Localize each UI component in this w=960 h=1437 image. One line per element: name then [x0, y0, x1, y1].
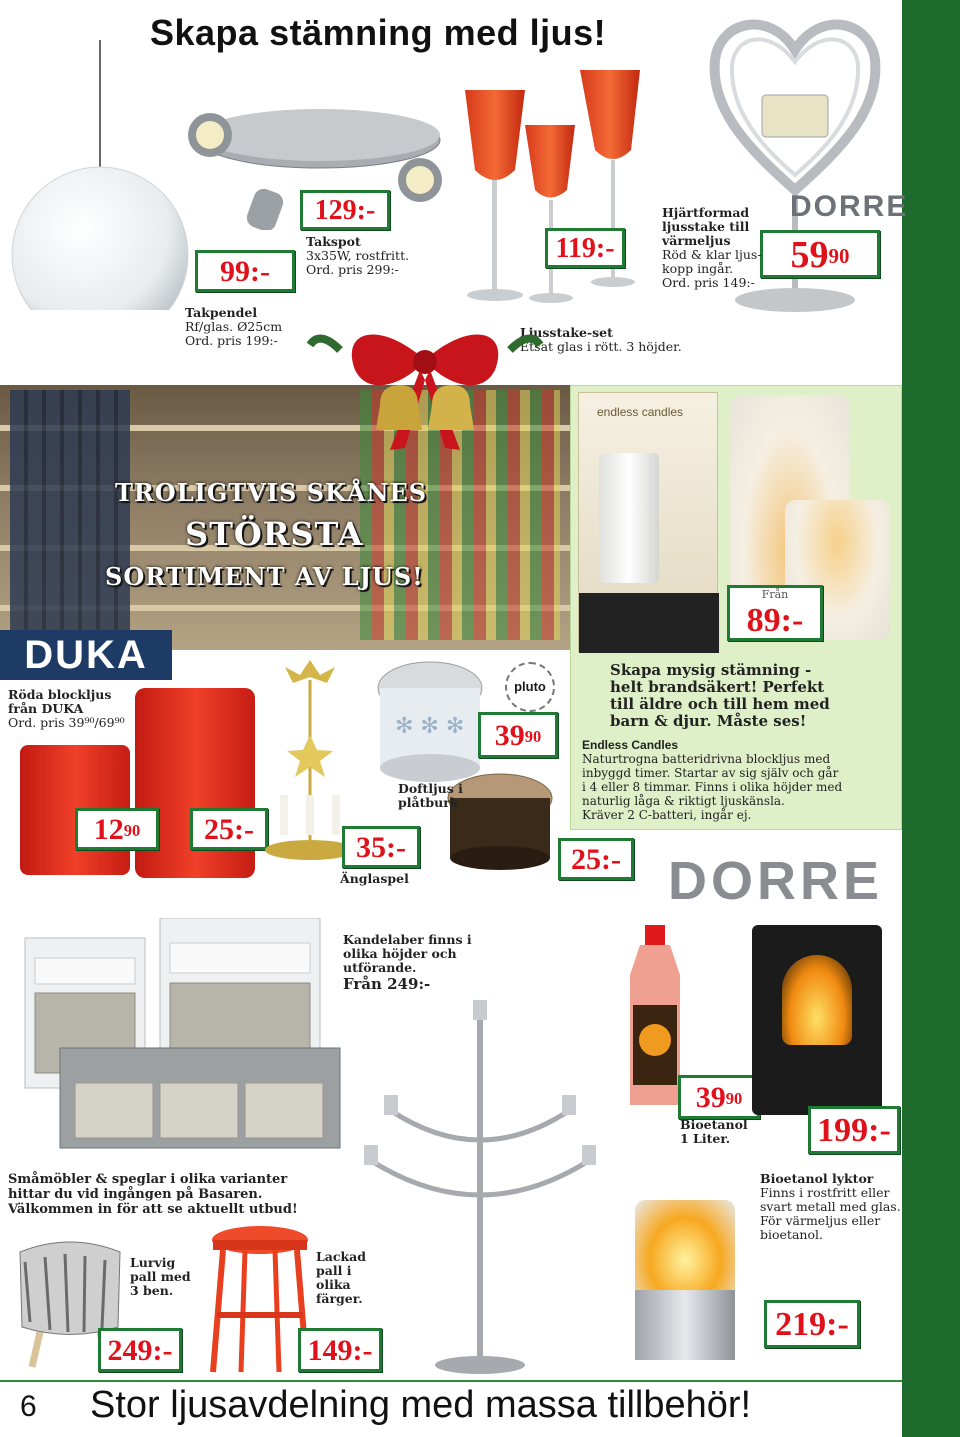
lyktor-text [760, 1172, 901, 1242]
hjartformad-name2: ljusstake till [662, 219, 750, 234]
duka-desc: Ord. pris 39⁹⁰/69⁹⁰ [8, 715, 125, 730]
lyktor-d1: Finns i rostfritt eller [760, 1185, 890, 1200]
anglaspel-name: Änglaspel [340, 871, 409, 886]
takpendel-name: Takpendel [185, 305, 258, 320]
ljusstake-price: 119:- [545, 228, 625, 268]
lyktor-d2: svart metall med glas. [760, 1199, 901, 1214]
pluto-logo: pluto [505, 662, 555, 712]
hjartformad-text [662, 206, 762, 290]
hjartformad-name3: värmeljus [662, 233, 731, 248]
bow-bells-decoration [300, 300, 550, 470]
endless-headline [610, 662, 830, 730]
furniture-image [15, 918, 345, 1168]
hjartformad-price-main: 59 [790, 234, 829, 276]
hjartformad-desc1: Röd & klar ljus- [662, 247, 762, 262]
bioetanol-price [678, 1075, 760, 1119]
ljusstake-image [455, 70, 645, 315]
hjartformad-desc2: kopp ingår. [662, 261, 734, 276]
lurvig-text [130, 1256, 191, 1298]
bioetanol-l2: 1 Liter. [680, 1131, 731, 1146]
lackad-l2: pall i [316, 1263, 352, 1278]
lackad-l4: färger. [316, 1291, 363, 1306]
lyktor-d3: För värmeljus eller [760, 1213, 881, 1228]
lackad-text [316, 1250, 366, 1306]
anglaspel-price: 35:- [342, 826, 420, 868]
bioetanol-price-sup: 90 [725, 1088, 743, 1108]
doftljus-price-main: 39 [494, 719, 525, 752]
lackad-price: 149:- [298, 1328, 382, 1372]
banner-line3: SORTIMENT AV LJUS! [105, 562, 424, 591]
smamobler-text [8, 1172, 298, 1217]
takspot-desc2: Ord. pris 299:- [306, 262, 399, 277]
endless-box [578, 392, 718, 652]
doftljus-price2: 25:- [558, 838, 634, 880]
hjartformad-desc3: Ord. pris 149:- [662, 275, 755, 290]
lackad-l1: Lackad [316, 1249, 366, 1264]
takpendel-price: 99:- [195, 250, 295, 292]
doftljus-price-sup: 90 [524, 726, 542, 746]
hjartformad-price-sup: 90 [828, 244, 850, 269]
takspot-name: Takspot [306, 234, 361, 249]
duka-logo: DUKA [0, 630, 172, 680]
doftljus-text [398, 782, 463, 810]
endless-price-value: 89:- [746, 602, 804, 639]
kandelaber-l2: olika höjder och [343, 946, 457, 961]
lurvig-l2: pall med [130, 1269, 191, 1284]
takspot-price: 129:- [300, 190, 390, 230]
lyktor-price1: 199:- [808, 1106, 900, 1154]
endless-box-brand: endless candles [597, 405, 684, 419]
doftljus-price [478, 712, 558, 758]
takpendel-text [185, 306, 282, 348]
duka-text [8, 688, 125, 730]
endless-d4: naturlig låga & riktigt ljuskänsla. [582, 794, 785, 808]
duka-price2: 25:- [190, 808, 268, 850]
endless-price [727, 585, 823, 641]
ljusstake-name: Ljusstake-set [520, 325, 613, 340]
right-green-edge [902, 0, 960, 1437]
endless-head2: helt brandsäkert! Perfekt [610, 678, 825, 696]
takpendel-desc1: Rf/glas. Ø25cm [185, 319, 283, 334]
takpendel-desc2: Ord. pris 199:- [185, 333, 278, 348]
page-title: Skapa stämning med ljus! [150, 12, 607, 53]
svg-text:✻ ✻ ✻: ✻ ✻ ✻ [395, 714, 465, 739]
lyktor-price2: 219:- [764, 1300, 860, 1348]
bioetanol-price-main: 39 [695, 1081, 726, 1114]
lykta-black-image [752, 925, 882, 1115]
banner-line1: TROLIGTVIS SKÅNES [115, 478, 428, 507]
doftljus-name2: plåtburk [398, 795, 459, 810]
doftljus-name1: Doftljus i [398, 781, 463, 796]
ljusstake-desc1: Etsat glas i rött. 3 höjder. [520, 339, 682, 354]
footer-divider [0, 1380, 902, 1382]
bioetanol-l1: Bioetanol [680, 1117, 748, 1132]
lurvig-l3: 3 ben. [130, 1283, 174, 1298]
duka-price1-sup: 90 [123, 820, 141, 840]
endless-d5: Kräver 2 C-batteri, ingår ej. [582, 808, 752, 822]
hjartformad-name1: Hjärtformad [662, 205, 750, 220]
duka-price1 [75, 808, 159, 850]
bioetanol-text [680, 1118, 748, 1146]
endless-head1: Skapa mysig stämning - [610, 661, 812, 679]
page-number: 6 [20, 1390, 37, 1423]
endless-d2: inbyggd timer. Startar av sig själv och går [582, 766, 839, 780]
kandelaber-text [343, 933, 472, 994]
kandelaber-image [350, 1000, 610, 1375]
lurvig-l1: Lurvig [130, 1255, 176, 1270]
duka-name2: från DUKA [8, 701, 84, 716]
footer-slogan: Stor ljusavdelning med massa tillbehör! [90, 1384, 752, 1426]
lyktor-name: Bioetanol lyktor [760, 1171, 874, 1186]
lykta-steel-image [625, 1180, 745, 1370]
endless-head3: till äldre och till hem med [610, 695, 830, 713]
kandelaber-l4: Från 249:- [343, 975, 431, 993]
duka-name1: Röda blockljus [8, 687, 112, 702]
takspot-desc1: 3x35W, rostfritt. [306, 248, 410, 263]
lackad-l3: olika [316, 1277, 351, 1292]
lurvig-price: 249:- [98, 1328, 182, 1372]
endless-d1: Naturtrogna batteridrivna blockljus med [582, 752, 831, 766]
banner-line2: STÖRSTA [185, 515, 364, 553]
endless-brand-name: Endless Candles [582, 738, 679, 752]
lyktor-d4: bioetanol. [760, 1227, 823, 1242]
dorre-logo-top: DORRE [790, 190, 909, 223]
duka-price1-main: 12 [93, 813, 124, 846]
endless-price-from: Från [761, 588, 789, 601]
hjartformad-price [760, 230, 880, 278]
kandelaber-l1: Kandelaber finns i [343, 932, 472, 947]
smamobler-l2: hittar du vid ingången på Basaren. [8, 1187, 263, 1202]
endless-details [582, 738, 842, 822]
smamobler-l1: Småmöbler & speglar i olika varianter [8, 1172, 288, 1187]
takspot-text [306, 235, 409, 277]
dorre-logo-middle: DORRE [668, 851, 884, 911]
endless-head4: barn & djur. Måste ses! [610, 712, 807, 730]
endless-d3: i 4 eller 8 timmar. Finns i olika höjder med [582, 780, 843, 794]
smamobler-l3: Välkommen in för att se aktuellt utbud! [8, 1202, 298, 1217]
kandelaber-l3: utförande. [343, 960, 417, 975]
